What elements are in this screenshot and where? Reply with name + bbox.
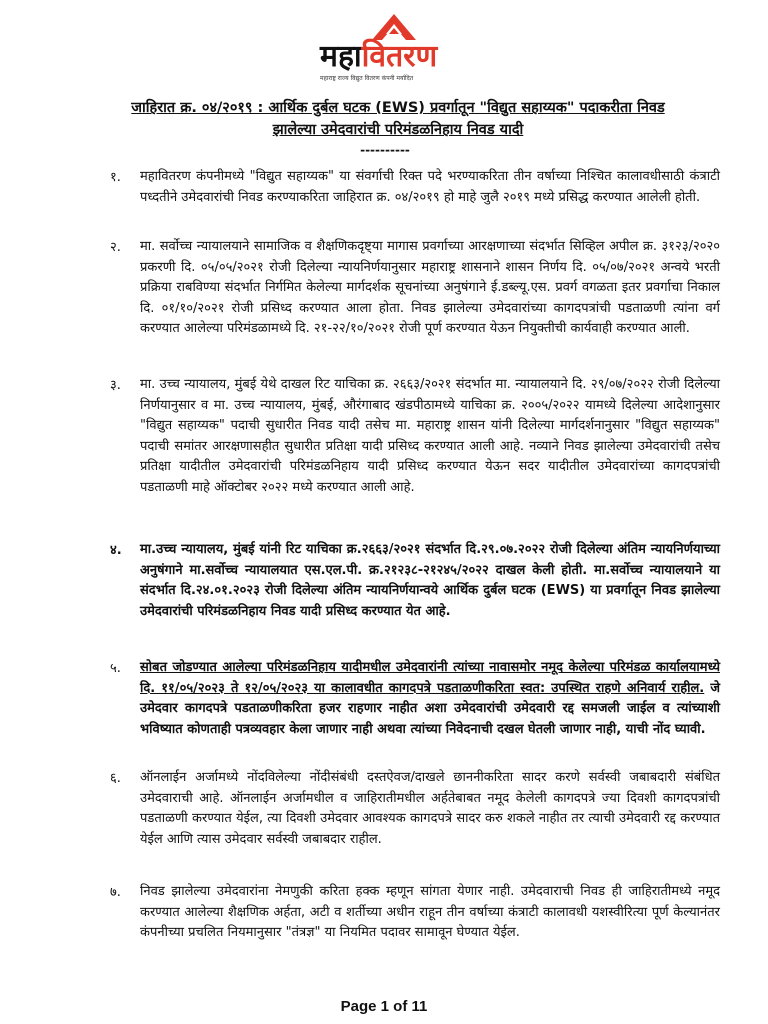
logo-emblem-icon	[370, 12, 418, 42]
item-5-text-rest: जे उमेदवार कागदपत्रे पडताळणीकरिता हजर राहणार नाहीत अशा उमेदवारांची उमेदवारी रद्द समजली जाईल व त्यांच्याशी भविष्यात कोणताही पत्रव्यवहार केला जाणार नाही अथवा त्यांच्या निवेदनाची दखल घेतली जाणार नाही, याची नोंद घ्यावी.	[140, 680, 720, 737]
title-line-2: झालेल्या उमेदवारांची परिमंडळनिहाय निवड यादी	[272, 122, 524, 138]
item-1-text: महावितरण कंपनीमध्ये "विद्युत सहाय्यक" या संवर्गाची रिक्त पदे भरण्याकरिता तीन वर्षाच्या निश्चित कालावधीसाठी कंत्राटी पध्दतीने उमेदवारांची निवड करण्याकरिता जाहिरात क्र. ०४/२०१९ हो माहे जुलै २०१९ मध्ये प्रसिद्ध करण्यात आलेली होती.	[140, 169, 720, 205]
item-5-text-underlined: सोबत जोडण्यात आलेल्या परिमंडळनिहाय यादीमधील उमेदवारांनी त्यांच्या नावासमोर नमूद केलेल्या परिमंडळ कार्यालयामध्ये दि. ११/०५/२०२३ ते १२/०५/२०२३ या कालावधीत कागदपत्रे पडताळणीकरिता स्वत: उपस्थित राहणे अनिवार्य राहील.	[140, 660, 720, 696]
page-number: Page 1 of 11	[340, 998, 428, 1015]
logo-vitaran-text: वितरण	[361, 39, 438, 74]
item-3-number: ३.	[110, 378, 121, 393]
item-7-text: निवड झालेल्या उमेदवारांना नेमणुकी करिता हक्क म्हणून सांगता येणार नाही. उमेदवाराची निवड ही जाहिरातीमध्ये नमूद करण्यात आलेल्या शैक्षणिक अर्हता, अटी व शर्तीच्या अधीन राहून तीन वर्षाच्या कंत्राटी कालावधी यशस्वीरित्या पूर्ण केल्यानंतर कंपनीच्या प्रचलित नियमानुसार "तंत्रज्ञ" या नियमित पदावर सामावून घेण्यात येईल.	[140, 884, 720, 940]
item-7-number: ७.	[110, 885, 121, 900]
item-3-text: मा. उच्च न्यायालय, मुंबई येथे दाखल रिट याचिका क्र. २६६३/२०२१ संदर्भात मा. न्यायालयाने दि. २९/०७/२०२२ रोजी दिलेल्या निर्णयानुसार व मा. उच्च न्यायालय, मुंबई, औरंगाबाद खंडपीठामध्ये याचिका क्र. २००५/२०२२ यामध्ये दिलेल्या आदेशानुसार "विद्युत सहाय्यक" पदाची सुधारीत निवड यादी तसेच मा. महाराष्ट्र शासन यांनी दिलेल्या मार्गदर्शनानुसार "विद्युत सहाय्यक" पदाची समांतर आरक्षणासहीत सुधारीत प्रतिक्षा यादी प्रसिध्द करण्यात आली आहे. नव्याने निवड झालेल्या उमेदवारांची तसेच प्रतिक्षा यादीतील उमेदवारांची परिमंडळनिहाय यादी प्रसिध्द करण्यात येऊन सदर यादीतील उमेदवारांच्या कागदपत्रांची पडताळणी माहे ऑक्टोबर २०२२ मध्ये करण्यात आली आहे.	[140, 377, 720, 495]
title-separator: ----------	[360, 143, 410, 157]
title-line-1: जाहिरात क्र. ०४/२०१९ : आर्थिक दुर्बल घटक (EWS) प्रवर्गातून "विद्युत सहाय्यक" पदाकरीता निवड	[131, 100, 665, 116]
item-6-number: ६.	[110, 771, 121, 786]
item-1-number: १.	[110, 170, 121, 185]
logo-tagline: महाराष्ट्र राज्य विद्युत वितरण कंपनी मर्यादित	[320, 75, 414, 82]
item-2-text: मा. सर्वोच्च न्यायालयाने सामाजिक व शैक्षणिकदृष्ट्या मागास प्रवर्गाच्या आरक्षणाच्या संदर्भात सिव्हिल अपील क्र. ३१२३/२०२० प्रकरणी दि. ०५/०५/२०२१ रोजी दिलेल्या न्यायनिर्णयानुसार महाराष्ट्र शासनाने शासन निर्णय दि. ०५/०७/२०२१ अन्वये भरती प्रक्रिया राबविण्या संदर्भात निर्गमित केलेल्या मार्गदर्शक सूचनांच्या अनुषंगाने ई.डब्ल्यू.एस. प्रवर्ग वगळता इतर प्रवर्गाचा निकाल दि. ०१/१०/२०२१ रोजी प्रसिध्द करण्यात आला होता. निवड झालेल्या उमेदवारांच्या कागदपत्रांची पडताळणी त्यांना वर्ग करण्यात आलेल्या परिमंडळामध्ये दि. २१-२२/१०/२०२१ रोजी पूर्ण करण्यात येऊन नियुक्तीची कार्यवाही करण्यात आली.	[140, 239, 720, 336]
item-4-text: मा.उच्च न्यायालय, मुंबई यांनी रिट याचिका क्र.२६६३/२०२१ संदर्भात दि.२९.०७.२०२२ रोजी दिलेल्या अंतिम न्यायनिर्णयाच्या अनुषंगाने मा.सर्वोच्च न्यायालयात एस.एल.पी. क्र.२१२३८-२१२४५/२०२२ दाखल केली होती. मा.सर्वोच्च न्यायालयाने या संदर्भात दि.२४.०१.२०२३ रोजी दिलेल्या अंतिम न्यायनिर्णयान्वये आर्थिक दुर्बल घटक (EWS) या प्रवर्गातून निवड झालेल्या उमेदवारांची परिमंडळनिहाय निवड यादी प्रसिध्द करण्यात येत आहे.	[140, 542, 720, 619]
item-5-number: ५.	[110, 661, 121, 676]
item-2-number: २.	[110, 240, 121, 255]
logo-maha-text: महा	[320, 39, 362, 74]
item-6-text: ऑनलाईन अर्जामध्ये नोंदविलेल्या नोंदीसंबंधी दस्तऐवज/दाखले छाननीकरिता सादर करणे सर्वस्वी जबाबदारी संबंधित उमेदवाराची आहे. ऑनलाईन अर्जामधील व जाहिरातीमधील अर्हतेबाबत नमूद केलेली कागदपत्रे ज्या दिवशी कागदपत्रांची पडताळणी करण्यात येईल, त्या दिवशी उमेदवार आवश्यक कागदपत्रे सादर करु शकले नाहीत तर त्याची उमेदवारी रद्द करण्यात येईल आणि त्यास उमेदवार सर्वस्वी जबाबदार राहील.	[140, 770, 720, 847]
item-5-text	[140, 658, 720, 740]
item-4-number: ४.	[110, 543, 122, 558]
mahavitaran-logo	[314, 12, 474, 82]
document-title	[88, 97, 708, 141]
logo-wordmark	[320, 40, 437, 74]
